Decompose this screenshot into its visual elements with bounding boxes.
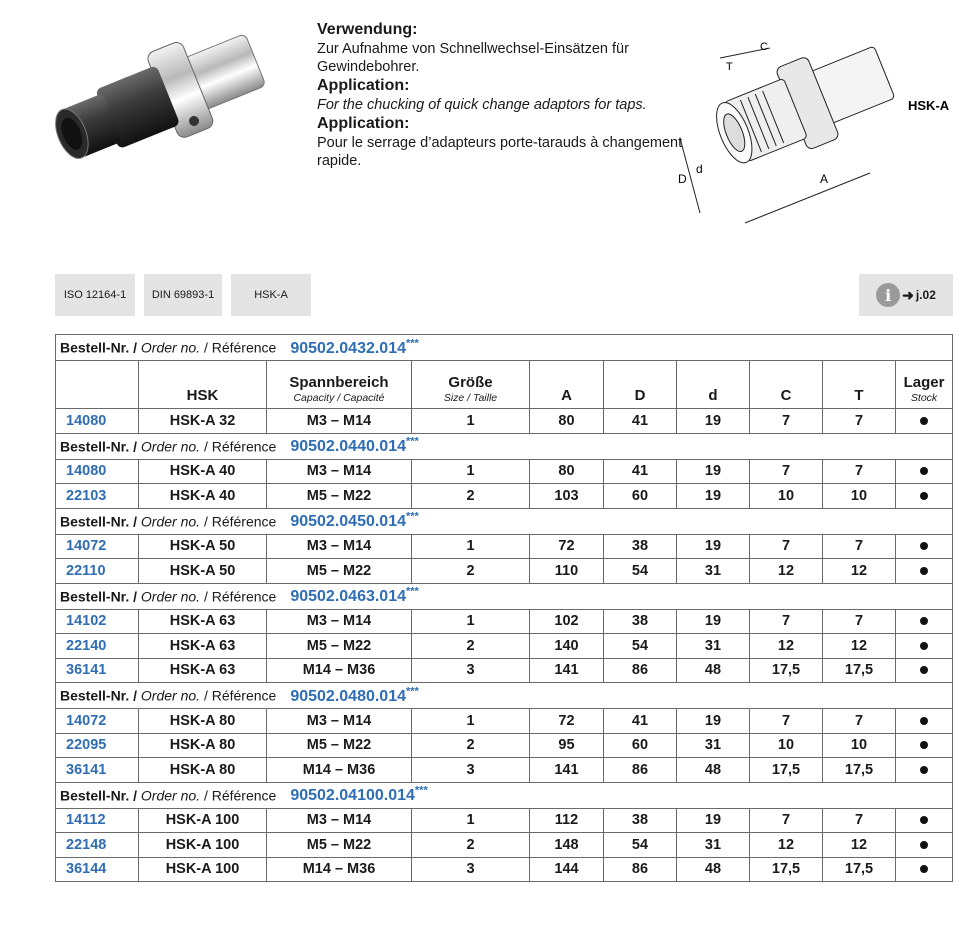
- cell-d: 41: [604, 409, 677, 434]
- standard-tag-iso: ISO 12164-1: [55, 274, 135, 316]
- cell-code: 22140: [56, 634, 139, 659]
- cell-d: 19: [677, 709, 750, 734]
- cell-code: 36144: [56, 857, 139, 882]
- standard-tag-din: DIN 69893-1: [144, 274, 222, 316]
- cell-a: 110: [530, 559, 604, 584]
- cell-code: 14102: [56, 609, 139, 634]
- order-label-fr: / Référence: [200, 339, 277, 356]
- col-d-upper-label: D: [634, 387, 646, 404]
- cell-stock: [896, 459, 953, 484]
- cell-d: 31: [677, 833, 750, 858]
- table-row: [56, 808, 953, 833]
- cell-stock: [896, 709, 953, 734]
- technical-drawing: [660, 18, 965, 233]
- cell-a: 112: [530, 808, 604, 833]
- table-row: [56, 709, 953, 734]
- cell-c: 7: [750, 808, 823, 833]
- col-range-header: [267, 361, 412, 409]
- order-label-en: Order no.: [140, 438, 201, 455]
- arrow-right-icon: ➜: [902, 286, 914, 303]
- order-number: [290, 510, 419, 531]
- order-number: [290, 435, 419, 456]
- cell-hsk: HSK-A 100: [139, 857, 267, 882]
- in-stock-dot-icon: [920, 567, 928, 575]
- spec-table: [55, 334, 953, 882]
- order-label-en: Order no.: [140, 588, 201, 605]
- heading-fr: Application:: [317, 115, 410, 132]
- order-group-header: [56, 583, 953, 609]
- table-row: [56, 409, 953, 434]
- cell-d: 60: [604, 484, 677, 509]
- order-group-cell: [56, 683, 953, 709]
- cell-stock: [896, 534, 953, 559]
- col-a-header: [530, 361, 604, 409]
- order-number-stars: ***: [406, 337, 419, 350]
- cell-hsk: HSK-A 32: [139, 409, 267, 434]
- col-d-lower-header: [677, 361, 750, 409]
- cell-hsk: HSK-A 50: [139, 534, 267, 559]
- drawing-label-a: A: [820, 172, 829, 186]
- table-row: [56, 833, 953, 858]
- cell-d: 48: [677, 758, 750, 783]
- cell-code: 36141: [56, 658, 139, 683]
- standard-tag-hsk: HSK-A: [231, 274, 311, 316]
- cell-stock: [896, 609, 953, 634]
- order-label-de: Bestell-Nr. /: [60, 438, 141, 455]
- cell-range: M3 – M14: [267, 459, 412, 484]
- col-size-sublabel: Size / Taille: [443, 392, 498, 404]
- text-de: Zur Aufnahme von Schnellwechsel-Einsätzen für Gewindebohrer.: [317, 41, 629, 75]
- cell-t: 17,5: [823, 857, 896, 882]
- cell-hsk: HSK-A 100: [139, 833, 267, 858]
- cell-stock: [896, 658, 953, 683]
- cell-hsk: HSK-A 63: [139, 609, 267, 634]
- cell-d: 19: [677, 609, 750, 634]
- cell-d: 38: [604, 808, 677, 833]
- cell-stock: [896, 733, 953, 758]
- order-label-en: Order no.: [140, 787, 201, 804]
- col-hsk-label: HSK: [186, 387, 219, 404]
- in-stock-dot-icon: [920, 642, 928, 650]
- table-row: [56, 609, 953, 634]
- drawing-label-d-upper: D: [678, 172, 687, 186]
- order-group-cell: [56, 508, 953, 534]
- col-hsk-header: [139, 361, 267, 409]
- order-number-value: 90502.0463.014: [290, 588, 406, 606]
- cell-d: 60: [604, 733, 677, 758]
- cell-c: 12: [750, 833, 823, 858]
- in-stock-dot-icon: [920, 666, 928, 674]
- cell-stock: [896, 559, 953, 584]
- cell-t: 12: [823, 634, 896, 659]
- cell-hsk: HSK-A 80: [139, 758, 267, 783]
- cell-d: 86: [604, 658, 677, 683]
- cell-c: 7: [750, 709, 823, 734]
- cell-t: 10: [823, 484, 896, 509]
- cell-c: 7: [750, 409, 823, 434]
- order-group-header: [56, 683, 953, 709]
- cell-code: 22095: [56, 733, 139, 758]
- drawing-label-c: C: [760, 41, 768, 53]
- drawing-label-t: T: [726, 61, 733, 73]
- cell-c: 12: [750, 559, 823, 584]
- in-stock-dot-icon: [920, 617, 928, 625]
- heading-en: Application:: [317, 77, 410, 94]
- order-group-cell: [56, 433, 953, 459]
- cell-a: 102: [530, 609, 604, 634]
- cell-code: 14080: [56, 409, 139, 434]
- cell-d: 19: [677, 808, 750, 833]
- cell-d: 19: [677, 409, 750, 434]
- order-label-en: Order no.: [140, 513, 201, 530]
- cell-d: 41: [604, 709, 677, 734]
- cell-range: M5 – M22: [267, 559, 412, 584]
- cell-code: 14072: [56, 709, 139, 734]
- table-row: [56, 559, 953, 584]
- column-header-row: [56, 361, 953, 409]
- cell-t: 12: [823, 833, 896, 858]
- cell-a: 72: [530, 534, 604, 559]
- cell-a: 80: [530, 409, 604, 434]
- cell-c: 17,5: [750, 758, 823, 783]
- cell-size: 1: [412, 409, 530, 434]
- order-number-value: 90502.0440.014: [290, 438, 406, 456]
- cell-stock: [896, 758, 953, 783]
- cell-t: 12: [823, 559, 896, 584]
- in-stock-dot-icon: [920, 741, 928, 749]
- order-number: [290, 585, 419, 606]
- order-label-fr: / Référence: [200, 787, 277, 804]
- cell-a: 80: [530, 459, 604, 484]
- cell-c: 7: [750, 459, 823, 484]
- cell-d: 86: [604, 857, 677, 882]
- col-stock-header: [896, 361, 953, 409]
- cell-d: 31: [677, 559, 750, 584]
- cell-size: 3: [412, 857, 530, 882]
- cell-t: 7: [823, 709, 896, 734]
- col-c-header: [750, 361, 823, 409]
- table-row: [56, 758, 953, 783]
- cell-size: 2: [412, 559, 530, 584]
- cell-t: 17,5: [823, 658, 896, 683]
- cell-a: 140: [530, 634, 604, 659]
- order-number-value: 90502.0432.014: [290, 339, 406, 357]
- cell-stock: [896, 484, 953, 509]
- order-number-value: 90502.0480.014: [290, 687, 406, 705]
- order-label-fr: / Référence: [200, 687, 277, 704]
- order-group-cell: [56, 583, 953, 609]
- cell-d: 19: [677, 459, 750, 484]
- cell-d: 19: [677, 534, 750, 559]
- col-code-header: [56, 361, 139, 409]
- cell-code: 22110: [56, 559, 139, 584]
- order-group-cell: [56, 335, 953, 361]
- order-number-stars: ***: [406, 685, 419, 698]
- order-label-en: Order no.: [140, 687, 201, 704]
- in-stock-dot-icon: [920, 467, 928, 475]
- cell-a: 148: [530, 833, 604, 858]
- col-t-label: T: [854, 387, 864, 404]
- text-fr: Pour le serrage d’adapteurs porte-tarauds à changement rapide.: [317, 135, 683, 169]
- cell-range: M3 – M14: [267, 709, 412, 734]
- in-stock-dot-icon: [920, 542, 928, 550]
- cell-stock: [896, 833, 953, 858]
- in-stock-dot-icon: [920, 417, 928, 425]
- col-size-label: Größe: [448, 374, 493, 391]
- table-row: [56, 484, 953, 509]
- info-reference: j.02: [915, 288, 936, 302]
- table-row: [56, 857, 953, 882]
- table-row: [56, 658, 953, 683]
- order-label-de: Bestell-Nr. /: [60, 687, 141, 704]
- cell-range: M3 – M14: [267, 808, 412, 833]
- cell-size: 3: [412, 758, 530, 783]
- cell-hsk: HSK-A 40: [139, 459, 267, 484]
- cell-d: 41: [604, 459, 677, 484]
- order-group-header: [56, 335, 953, 361]
- cell-range: M5 – M22: [267, 634, 412, 659]
- in-stock-dot-icon: [920, 816, 928, 824]
- order-group-header: [56, 782, 953, 808]
- cell-hsk: HSK-A 63: [139, 658, 267, 683]
- cell-size: 1: [412, 808, 530, 833]
- cell-code: 14112: [56, 808, 139, 833]
- order-label-de: Bestell-Nr. /: [60, 513, 141, 530]
- cell-range: M5 – M22: [267, 733, 412, 758]
- in-stock-dot-icon: [920, 841, 928, 849]
- cell-d: 48: [677, 857, 750, 882]
- cell-range: M5 – M22: [267, 833, 412, 858]
- cell-stock: [896, 857, 953, 882]
- cell-c: 7: [750, 609, 823, 634]
- order-label-de: Bestell-Nr. /: [60, 339, 141, 356]
- cell-c: 12: [750, 634, 823, 659]
- cell-a: 141: [530, 658, 604, 683]
- cell-size: 1: [412, 609, 530, 634]
- table-row: [56, 733, 953, 758]
- order-label-de: Bestell-Nr. /: [60, 588, 141, 605]
- cell-hsk: HSK-A 100: [139, 808, 267, 833]
- cell-size: 2: [412, 634, 530, 659]
- cell-range: M3 – M14: [267, 609, 412, 634]
- col-d-lower-label: d: [708, 387, 718, 404]
- in-stock-dot-icon: [920, 766, 928, 774]
- cell-size: 1: [412, 534, 530, 559]
- cell-d: 86: [604, 758, 677, 783]
- heading-de: Verwendung:: [317, 21, 418, 38]
- cell-d: 38: [604, 609, 677, 634]
- description-block: [317, 20, 687, 170]
- cell-hsk: HSK-A 40: [139, 484, 267, 509]
- col-stock-label: Lager: [903, 374, 945, 391]
- cell-a: 141: [530, 758, 604, 783]
- in-stock-dot-icon: [920, 717, 928, 725]
- cell-t: 7: [823, 534, 896, 559]
- cell-t: 7: [823, 808, 896, 833]
- cell-t: 17,5: [823, 758, 896, 783]
- cell-stock: [896, 808, 953, 833]
- col-a-label: A: [561, 387, 572, 404]
- cell-range: M14 – M36: [267, 758, 412, 783]
- cell-size: 2: [412, 484, 530, 509]
- order-group-cell: [56, 782, 953, 808]
- cell-t: 7: [823, 459, 896, 484]
- order-number-stars: ***: [414, 784, 428, 797]
- cell-code: 36141: [56, 758, 139, 783]
- cell-d: 54: [604, 559, 677, 584]
- table-row: [56, 634, 953, 659]
- cell-size: 1: [412, 709, 530, 734]
- cell-d: 54: [604, 634, 677, 659]
- cell-hsk: HSK-A 80: [139, 709, 267, 734]
- cell-hsk: HSK-A 50: [139, 559, 267, 584]
- cell-range: M3 – M14: [267, 534, 412, 559]
- cell-stock: [896, 634, 953, 659]
- order-group-header: [56, 433, 953, 459]
- cell-c: 10: [750, 484, 823, 509]
- info-reference-badge[interactable]: [859, 274, 953, 316]
- cell-d: 48: [677, 658, 750, 683]
- cell-range: M3 – M14: [267, 409, 412, 434]
- in-stock-dot-icon: [920, 492, 928, 500]
- order-label-en: Order no.: [140, 339, 201, 356]
- cell-t: 7: [823, 609, 896, 634]
- cell-code: 22103: [56, 484, 139, 509]
- cell-t: 10: [823, 733, 896, 758]
- order-label-fr: / Référence: [200, 513, 277, 530]
- cell-d: 54: [604, 833, 677, 858]
- cell-range: M5 – M22: [267, 484, 412, 509]
- order-label-fr: / Référence: [200, 438, 277, 455]
- cell-d: 19: [677, 484, 750, 509]
- col-stock-sublabel: Stock: [910, 392, 938, 404]
- order-label-fr: / Référence: [200, 588, 277, 605]
- order-number-stars: ***: [406, 585, 419, 598]
- cell-a: 72: [530, 709, 604, 734]
- order-number: [290, 784, 428, 805]
- drawing-label-d-lower: d: [696, 162, 703, 176]
- cell-size: 1: [412, 459, 530, 484]
- table-row: [56, 459, 953, 484]
- col-range-label: Spannbereich: [289, 374, 389, 391]
- order-label-de: Bestell-Nr. /: [60, 787, 141, 804]
- cell-hsk: HSK-A 63: [139, 634, 267, 659]
- cell-d: 31: [677, 634, 750, 659]
- table-row: [56, 534, 953, 559]
- cell-a: 95: [530, 733, 604, 758]
- info-icon: i: [876, 283, 900, 307]
- order-number: [290, 337, 419, 357]
- cell-c: 10: [750, 733, 823, 758]
- col-c-label: C: [780, 387, 792, 404]
- order-number-value: 90502.0450.014: [290, 513, 406, 531]
- cell-c: 7: [750, 534, 823, 559]
- cell-t: 7: [823, 409, 896, 434]
- cell-c: 17,5: [750, 857, 823, 882]
- order-number-value: 90502.04100.014: [290, 787, 415, 805]
- cell-stock: [896, 409, 953, 434]
- cell-size: 2: [412, 833, 530, 858]
- cell-code: 14080: [56, 459, 139, 484]
- cell-a: 144: [530, 857, 604, 882]
- order-number: [290, 685, 419, 705]
- col-d-upper-header: [604, 361, 677, 409]
- col-range-sublabel: Capacity / Capacité: [293, 392, 385, 404]
- drawing-label-hsk: HSK-A: [908, 98, 950, 113]
- product-photo: [48, 20, 288, 190]
- col-t-header: [823, 361, 896, 409]
- cell-c: 17,5: [750, 658, 823, 683]
- in-stock-dot-icon: [920, 865, 928, 873]
- order-number-stars: ***: [406, 435, 419, 448]
- cell-hsk: HSK-A 80: [139, 733, 267, 758]
- order-number-stars: ***: [406, 510, 419, 523]
- order-group-header: [56, 508, 953, 534]
- col-size-header: [412, 361, 530, 409]
- cell-d: 38: [604, 534, 677, 559]
- cell-code: 22148: [56, 833, 139, 858]
- cell-d: 31: [677, 733, 750, 758]
- cell-a: 103: [530, 484, 604, 509]
- cell-range: M14 – M36: [267, 857, 412, 882]
- cell-code: 14072: [56, 534, 139, 559]
- text-en: For the chucking of quick change adaptors for taps.: [317, 97, 647, 113]
- cell-size: 3: [412, 658, 530, 683]
- cell-range: M14 – M36: [267, 658, 412, 683]
- cell-size: 2: [412, 733, 530, 758]
